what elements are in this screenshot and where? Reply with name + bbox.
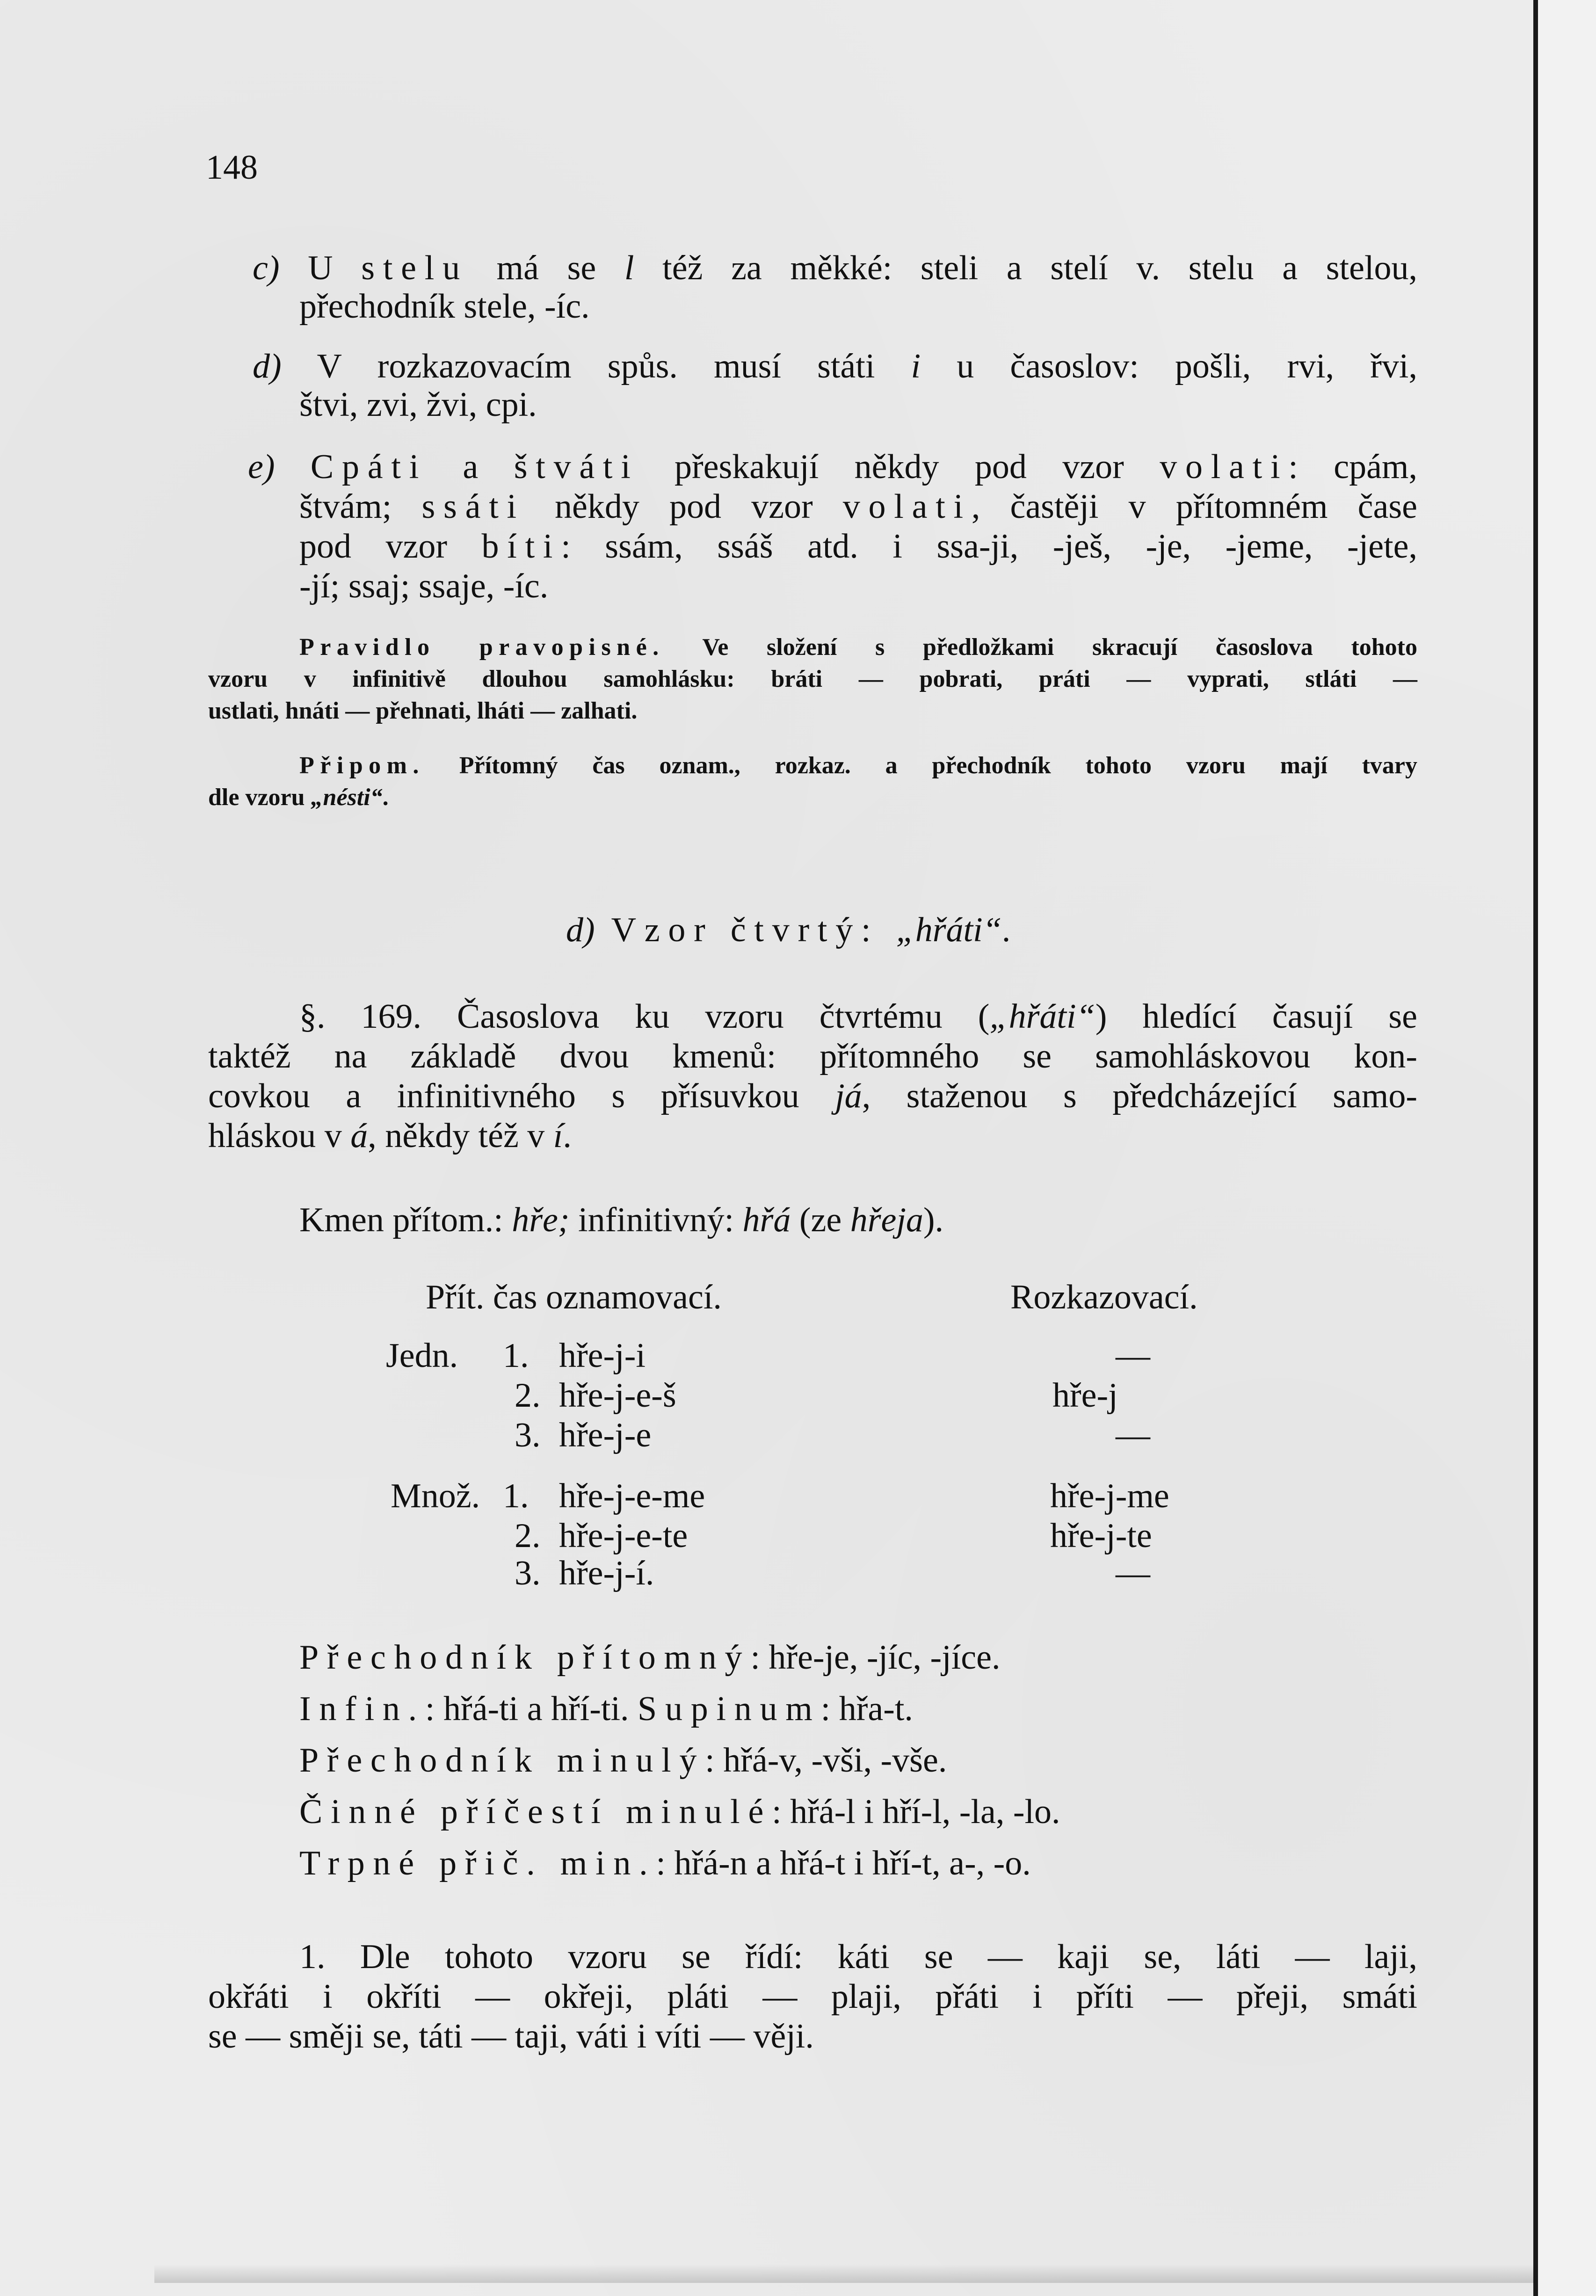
table-row-num: 1. bbox=[503, 1337, 529, 1375]
table-row-form: hře-j-i bbox=[559, 1337, 646, 1375]
item-e-line-1: e) Cpáti a štváti přeskakují někdy pod vzor volati: cpám, bbox=[248, 448, 1417, 486]
stems-line: Kmen přítom.: hře; infinitivný: hřá (ze hřeja). bbox=[299, 1201, 944, 1239]
table-row-imperative: — bbox=[1116, 1337, 1150, 1375]
table-row-imperative: hře-j bbox=[1052, 1376, 1118, 1415]
table-header-right: Rozkazovací. bbox=[1010, 1278, 1198, 1316]
table-header-left: Přít. čas oznamovací. bbox=[426, 1278, 722, 1316]
form-line-2: Infin.: hřá-ti a hří-ti. Supinum: hřa-t. bbox=[299, 1690, 913, 1728]
page-edge-shadow bbox=[1533, 0, 1538, 2296]
table-row-imperative: — bbox=[1116, 1554, 1150, 1592]
form-line-3: Přechodník minulý: hřá-v, -vši, -vše. bbox=[299, 1741, 947, 1780]
item-e-marker: e) bbox=[248, 448, 275, 486]
closing-line-2: okřáti i okříti — okřeji, pláti — plaji, přáti i příti — přeji, smáti bbox=[208, 1977, 1417, 2016]
item-e-line-2: štvám; ssáti někdy pod vzor volati, častěji v přítomném čase bbox=[299, 487, 1417, 526]
form-line-1: Přechodník přítomný: hře-je, -jíc, -jíce. bbox=[299, 1638, 1001, 1677]
table-label-jedn: Jedn. bbox=[386, 1337, 458, 1375]
para-169-line-2: taktéž na základě dvou kmenů: přítomného se samohláskovou kon- bbox=[208, 1037, 1417, 1075]
page-margin-strip bbox=[1538, 0, 1596, 2296]
table-row-imperative: — bbox=[1116, 1416, 1150, 1454]
closing-line-3: se — směji se, táti — taji, váti i víti — věji. bbox=[208, 2017, 814, 2056]
table-row-imperative: hře-j-me bbox=[1050, 1477, 1169, 1515]
note-line-2: dle vzoru „nésti“. bbox=[208, 784, 389, 811]
table-label-mnoz: Množ. bbox=[391, 1477, 480, 1515]
rule-line-3: ustlati, hnáti — přehnati, lháti — zalhati. bbox=[208, 698, 638, 724]
item-d-line-1: d) V rozkazovacím spůs. musí státi i u časoslov: pošli, rvi, řvi, bbox=[253, 347, 1417, 385]
item-c-marker: c) bbox=[253, 249, 280, 287]
rule-label: Pravidlo pravopisné. bbox=[299, 634, 665, 661]
table-row-imperative: hře-j-te bbox=[1050, 1517, 1152, 1555]
item-c-line-1: c) U stelu má se l též za měkké: steli a stelí v. stelu a stelou, bbox=[253, 249, 1417, 287]
page-bottom-shadow bbox=[154, 2264, 1534, 2283]
table-row-num: 2. bbox=[515, 1517, 541, 1555]
closing-line-1: 1. Dle tohoto vzoru se řídí: káti se — kaji se, láti — laji, bbox=[299, 1938, 1417, 1976]
para-169-line-3: covkou a infinitivného s přísuvkou já, staženou s předcházející samo- bbox=[208, 1077, 1417, 1115]
item-c-line-2: přechodník stele, -íc. bbox=[299, 287, 590, 326]
table-row-num: 2. bbox=[515, 1376, 541, 1415]
para-169-line-1: §. 169. Časoslova ku vzoru čtvrtému („hřáti“) hledící časují se bbox=[299, 997, 1417, 1036]
table-row-num: 3. bbox=[515, 1554, 541, 1592]
item-e-line-3: pod vzor bíti: ssám, ssáš atd. i ssa-ji, -ješ, -je, -jeme, -jete, bbox=[299, 527, 1417, 566]
item-e-line-4: -jí; ssaj; ssaje, -íc. bbox=[299, 567, 549, 605]
note-line-1: Připom. Přítomný čas oznam., rozkaz. a přechodník tohoto vzoru mají tvary bbox=[299, 752, 1417, 779]
item-d-line-2: štvi, zvi, žvi, cpi. bbox=[299, 385, 537, 424]
table-row-form: hře-j-e-š bbox=[559, 1376, 676, 1415]
table-row-num: 3. bbox=[515, 1416, 541, 1454]
rule-line-1: Pravidlo pravopisné. Ve složení s předložkami skracují časoslova tohoto bbox=[299, 634, 1417, 661]
note-label: Připom. bbox=[299, 752, 425, 779]
table-row-num: 1. bbox=[503, 1477, 529, 1515]
table-row-form: hře-j-e-me bbox=[559, 1477, 705, 1515]
page-number: 148 bbox=[206, 148, 258, 187]
form-line-4: Činné příčestí minulé: hřá-l i hří-l, -la, -lo. bbox=[299, 1793, 1060, 1831]
para-169-line-4: hláskou v á, někdy též v í. bbox=[208, 1117, 572, 1155]
table-row-form: hře-j-í. bbox=[559, 1554, 654, 1592]
form-line-5: Trpné přič. min.: hřá-n a hřá-t i hří-t, a-, -o. bbox=[299, 1844, 1031, 1882]
table-row-form: hře-j-e bbox=[559, 1416, 652, 1454]
table-row-form: hře-j-e-te bbox=[559, 1517, 688, 1555]
item-d-marker: d) bbox=[253, 347, 282, 385]
rule-line-2: vzoru v infinitivě dlouhou samohlásku: bráti — pobrati, práti — vyprati, stláti — bbox=[208, 666, 1417, 692]
section-heading: d) Vzor čtvrtý: „hřáti“. bbox=[566, 911, 1011, 949]
